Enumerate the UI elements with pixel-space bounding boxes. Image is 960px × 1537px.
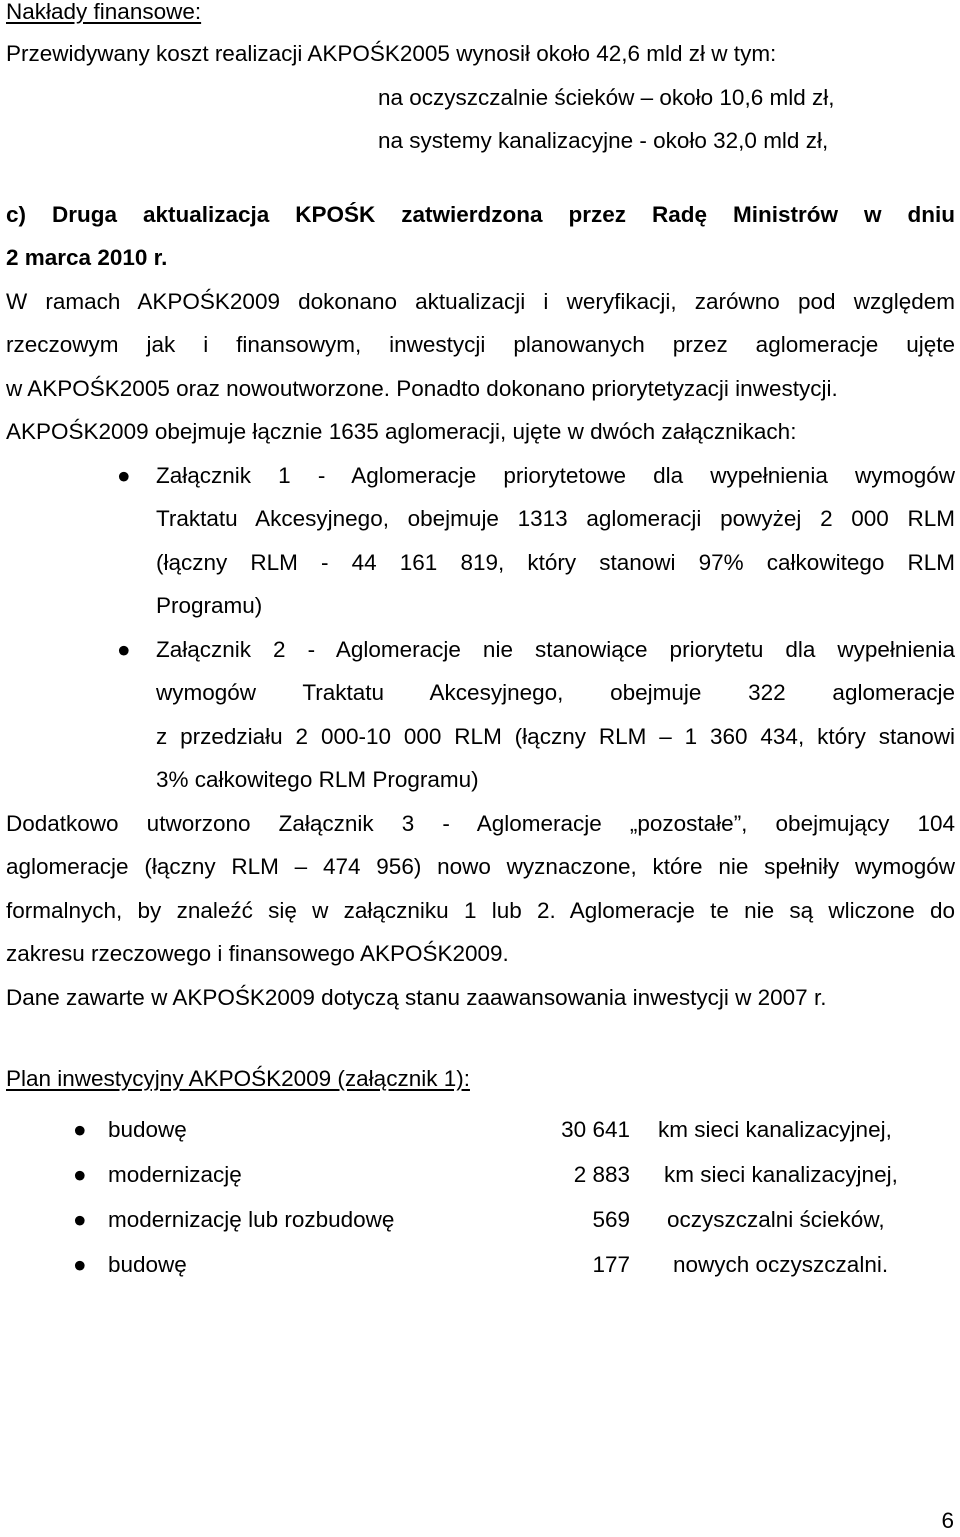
section-c-paragraph-3-line: zakresu rzeczowego i finansowego AKPOŚK2009. <box>6 941 509 966</box>
plan-unit: oczyszczalni ścieków, <box>667 1206 885 1232</box>
plan-value: 30 641 <box>561 1116 630 1142</box>
page-number: 6 <box>941 1508 954 1533</box>
plan-value: 177 <box>592 1251 630 1277</box>
financing-heading: Nakłady finansowe: <box>6 0 202 24</box>
annex-2-line: z przedziału 2 000-10 000 RLM (łączny RLM – 1 360 434, który stanowi <box>156 723 955 749</box>
section-c-paragraph-1-line: w AKPOŚK2005 oraz nowoutworzone. Ponadto dokonano priorytetyzacji inwestycji. <box>6 375 838 401</box>
plan-row <box>6 1242 955 1287</box>
plan-row <box>6 1152 955 1197</box>
spacer <box>6 1019 955 1057</box>
financing-item-treatment-plants: na oczyszczalnie ścieków – około 10,6 mld zł, <box>378 84 835 110</box>
plan-heading: Plan inwestycyjny AKPOŚK2009 (załącznik 1): <box>6 1066 470 1091</box>
section-c-paragraph-4: Dane zawarte w AKPOŚK2009 dotyczą stanu zaawansowania inwestycji w 2007 r. <box>6 984 827 1010</box>
plan-item: modernizację lub rozbudowę <box>108 1206 395 1232</box>
financing-item-sewer-systems: na systemy kanalizacyjne - około 32,0 mld zł, <box>378 128 829 153</box>
plan-item: budowę <box>108 1251 187 1277</box>
spacer <box>6 163 955 193</box>
plan-unit: nowych oczyszczalni. <box>673 1251 889 1277</box>
annex-2-bullet <box>6 628 955 802</box>
plan-item: budowę <box>108 1116 187 1142</box>
plan-row <box>6 1197 955 1242</box>
bullet-icon: ● <box>73 1251 87 1277</box>
plan-value: 569 <box>592 1206 630 1232</box>
plan-unit: km sieci kanalizacyjnej, <box>658 1116 892 1142</box>
annex-2-line: 3% całkowitego RLM Programu) <box>156 767 479 792</box>
plan-row <box>6 1107 955 1152</box>
document-page <box>6 0 955 1287</box>
section-c-paragraph-3-line: aglomeracje (łączny RLM – 474 956) nowo wyznaczone, które nie spełniły wymogów <box>6 854 955 879</box>
plan-item: modernizację <box>108 1161 242 1187</box>
section-c-paragraph-3-line: Dodatkowo utworzono Załącznik 3 - Aglomeracje „pozostałe”, obejmujący 104 <box>6 810 955 836</box>
section-c-paragraph-1-line: W ramach AKPOŚK2009 dokonano aktualizacji i weryfikacji, zarówno pod względem <box>6 288 955 314</box>
plan-value: 2 883 <box>573 1161 630 1187</box>
annex-2-line: Załącznik 2 - Aglomeracje nie stanowiące priorytetu dla wypełnienia <box>156 636 955 662</box>
annex-1-bullet <box>6 454 955 628</box>
annex-1-line: (łączny RLM - 44 161 819, który stanowi 97% całkowitego RLM <box>156 549 955 575</box>
annex-1-line: Programu) <box>156 593 263 618</box>
section-c-date: 2 marca 2010 r. <box>6 245 168 270</box>
bullet-icon: ● <box>117 462 131 488</box>
bullet-icon: ● <box>73 1206 87 1232</box>
annex-1-line: Traktatu Akcesyjnego, obejmuje 1313 aglomeracji powyżej 2 000 RLM <box>156 506 955 531</box>
bullet-icon: ● <box>73 1116 87 1142</box>
financing-intro: Przewidywany koszt realizacji AKPOŚK2005 wynosił około 42,6 mld zł w tym: <box>6 41 777 66</box>
section-c-title: c) Druga aktualizacja KPOŚK zatwierdzona przez Radę Ministrów w dniu <box>6 201 955 227</box>
bullet-icon: ● <box>73 1161 87 1187</box>
section-c-paragraph-1-line: rzeczowym jak i finansowym, inwestycji planowanych przez aglomeracje ujęte <box>6 332 955 357</box>
section-c-paragraph-3-line: formalnych, by znaleźć się w załączniku 1 lub 2. Aglomeracje te nie są wliczone do <box>6 897 955 923</box>
annex-1-line: Załącznik 1 - Aglomeracje priorytetowe dla wypełnienia wymogów <box>156 462 955 488</box>
bullet-icon: ● <box>117 636 131 662</box>
section-c-paragraph-2: AKPOŚK2009 obejmuje łącznie 1635 aglomeracji, ujęte w dwóch załącznikach: <box>6 419 797 444</box>
annex-2-line: wymogów Traktatu Akcesyjnego, obejmuje 322 aglomeracje <box>156 680 955 705</box>
plan-unit: km sieci kanalizacyjnej, <box>664 1161 898 1187</box>
